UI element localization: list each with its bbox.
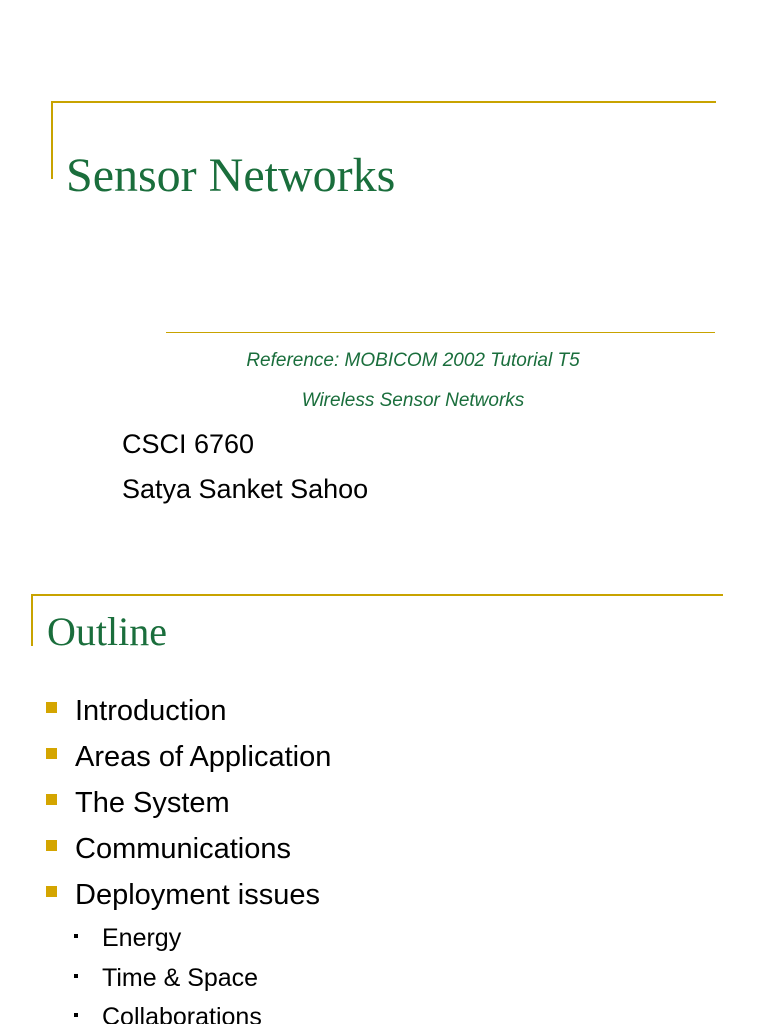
title-left-rule <box>51 101 53 179</box>
bullet-text: Introduction <box>75 694 227 727</box>
outline-left-rule <box>31 594 33 646</box>
square-bullet-icon <box>46 794 57 805</box>
reference-subtitle: Wireless Sensor Networks <box>301 390 525 411</box>
sub-bullet-text: Energy <box>102 923 182 952</box>
small-square-bullet-icon <box>74 1013 78 1017</box>
sub-bullet-text: Collaborations <box>102 1002 262 1024</box>
outline-bullet <box>46 740 331 774</box>
outline-sub-bullet <box>74 923 181 953</box>
reference-line: Reference: MOBICOM 2002 Tutorial T5 <box>246 350 580 371</box>
small-square-bullet-icon <box>74 974 78 978</box>
outline-title: Outline <box>47 609 167 654</box>
title-top-rule <box>51 101 716 103</box>
bullet-text: The System <box>75 786 230 819</box>
small-square-bullet-icon <box>74 934 78 938</box>
bullet-text: Deployment issues <box>75 878 320 911</box>
square-bullet-icon <box>46 886 57 897</box>
square-bullet-icon <box>46 748 57 759</box>
slide-title: Sensor Networks <box>66 149 396 202</box>
subtitle-rule <box>166 332 715 333</box>
outline-bullet <box>46 786 230 820</box>
outline-sub-bullet <box>74 1002 262 1024</box>
square-bullet-icon <box>46 702 57 713</box>
outline-sub-bullet <box>74 963 258 993</box>
outline-bullet <box>46 694 227 728</box>
square-bullet-icon <box>46 840 57 851</box>
outline-bullet <box>46 878 320 912</box>
author-name: Satya Sanket Sahoo <box>122 474 369 504</box>
sub-bullet-text: Time & Space <box>102 963 259 992</box>
course-code: CSCI 6760 <box>122 429 255 459</box>
bullet-text: Areas of Application <box>75 740 332 773</box>
outline-top-rule <box>31 594 723 596</box>
outline-bullet <box>46 832 291 866</box>
bullet-text: Communications <box>75 832 291 865</box>
